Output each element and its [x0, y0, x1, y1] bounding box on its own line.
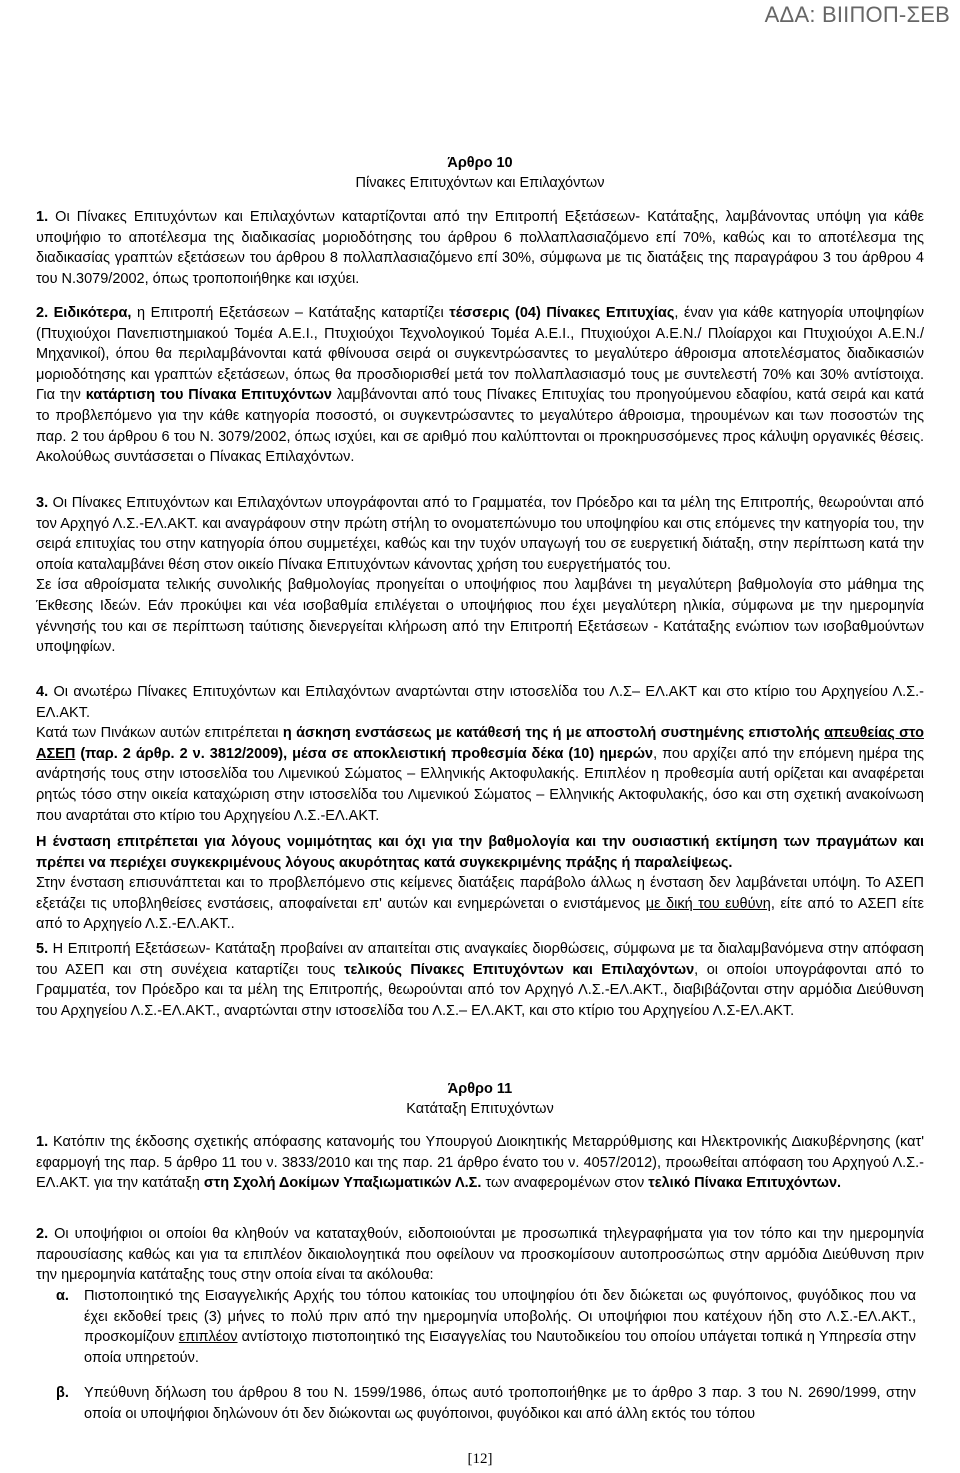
- article-11-paragraph-2: 2. Οι υποψήφιοι οι οποίοι θα κληθούν να καταταχθούν, ειδοποιούνται με προσωπικά τηλεγραφήματα για τον τόπο και την ημερομηνία παρουσίασης καθώς και για τα επιπλέον δικαιολογητικά που οφείλουν να προσκομίσουν αυτοπροσώπως στην αρμόδια Διεύθυνση πριν την ημερομηνία κατάταξης τους στην οποία είναι τα ακόλουθα:: [36, 1226, 924, 1284]
- article-10-paragraph-4-bold: Η ένσταση επιτρέπεται για λόγους νομιμότητας και όχι για την βαθμολογία και την ουσιαστική εκτίμηση των πραγμάτων και πρέπει να περιέχει συγκεκριμένους λόγους ακυρότητας κατά συγκεκριμένης πράξης ή παραλείψεως. Στην ένσταση επισυνάπτεται και το προβλεπόμενο στις κείμενες διατάξεις παράβολο άλλως η ένσταση δεν λαμβάνεται υπόψη. Το ΑΣΕΠ εξετάζει τις υποβληθείσες ενστάσεις, αποφαίνεται επ' αυτών και ενημερώνεται ο ενιστάμενος με δική του ευθύνη, είτε από το ΑΣΕΠ είτε από το Αρχηγείο Λ.Σ.-ΕΛ.ΑΚΤ..: [36, 834, 924, 933]
- list-item-alpha: α. Πιστοποιητικό της Εισαγγελικής Αρχής του τόπου κατοικίας του υποψηφίου ότι δεν διώκεται ως φυγόποινος, φυγόδικος που να έχει εκδοθεί τρεις (3) μήνες το πολύ πριν από την ημερομηνία υποβολής. Οι υποψήφιοι που κατέχουν ήδη στο Λ.Σ.-ΕΛ.ΑΚΤ., προσκομίζουν επιπλέον αντίστοιχο πιστοποιητικό της Εισαγγελίας του Ναυτοδικείου του οποίου υπάγεται τοπικά η Υπηρεσία στην οποία υπηρετούν.: [56, 1288, 916, 1366]
- ada-header: ΑΔΑ: ΒΙΙΠΟΠ-ΣΕΒ: [764, 2, 950, 27]
- article-10-paragraph-3: 3. Οι Πίνακες Επιτυχόντων και Επιλαχόντων υπογράφονται από το Γραμματέα, τον Πρόεδρο και τα μέλη της Επιτροπής, θεωρούνται από τον Αρχηγό Λ.Σ.-ΕΛ.ΑΚΤ. και αναγράφουν στην πρώτη στήλη το ονοματεπώνυμο του υποψηφίου και στις επόμενες την κατηγορία του, την σειρά επιτυχίας του στην κατηγορία όπου συμμετέχει, καθώς και την τυχόν υπαγωγή του σε ευεργετική διάταξη, στην περίπτωση κατά την οποία καταλαμβάνει θέση στον οικείο Πίνακα Επιτυχόντων κάνοντας χρήση του ευεργετήματός του. Σε ίσα αθροίσματα τελικής συνολικής βαθμολογίας προηγείται ο υποψήφιος που λαμβάνει τη μεγαλύτερη βαθμολογία στο μάθημα της Έκθεσης Ιδεών. Εάν προκύψει και νέα ισοβαθμία επιλέγεται ο υποψήφιος που έχει μεγαλύτερη ηλικία, σύμφωνα με την ημερομηνία γέννησής του και σε περίπτωση ταύτισης διενεργείται κλήρωση από την Επιτροπή Εξετάσεων - Κατάταξης ενώπιον των ισοβαθμούντων υποψηφίων.: [36, 495, 924, 656]
- article-10-paragraph-1: 1. Οι Πίνακες Επιτυχόντων και Επιλαχόντων καταρτίζονται από την Επιτροπή Εξετάσεων- Κατάταξης, λαμβάνοντας υπόψη για κάθε υποψήφιο το αποτέλεσμα της διαδικασίας μοριοδότησης του άρθρου 6 πολλαπλασιαζόμενο επί 70%, καθώς και το αποτέλεσμα της διαδικασίας γραπτών εξετάσεων του άρθρου 8 πολλαπλασιαζόμενο επί 30%, σύμφωνα με τις διατάξεις της παραγράφου 3 του άρθρου 4 του Ν.3079/2002, όπως τροποποιήθηκε και ισχύει.: [36, 209, 924, 287]
- article-10-title: [0, 153, 960, 193]
- page-number: [12]: [467, 1451, 493, 1467]
- article-11-title: [0, 1079, 960, 1119]
- article-11-subtitle: Κατάταξη Επιτυχόντων: [406, 1101, 554, 1117]
- article-10-paragraph-5: 5. Η Επιτροπή Εξετάσεων- Κατάταξη προβαίνει αν απαιτείται στις αναγκαίες διορθώσεις, σύμφωνα με τα διαλαμβανόμενα στην απόφαση του ΑΣΕΠ και στη συνέχεια καταρτίζει τους τελικούς Πίνακες Επιτυχόντων και Επιλαχόντων, οι οποίοι υπογράφονται από το Γραμματέα, τον Πρόεδρο και τα μέλη της Επιτροπής, θεωρούνται από τον Αρχηγό Λ.Σ.-ΕΛ.ΑΚΤ., διαβιβάζονται στην αρμόδια Διεύθυνση του Αρχηγείου Λ.Σ.-ΕΛ.ΑΚΤ., αναρτώνται στην ιστοσελίδα του Λ.Σ.– ΕΛ.ΑΚΤ, και στο κτίριο του Αρχηγείου Λ.Σ-ΕΛ.ΑΚΤ.: [36, 941, 924, 1019]
- article-11-paragraph-1: 1. Κατόπιν της έκδοσης σχετικής απόφασης κατανομής του Υπουργού Διοικητικής Μεταρρύθμισης και Ηλεκτρονικής Διακυβέρνησης (κατ' εφαρμογή της παρ. 5 άρθρο 11 του ν. 3833/2010 και της παρ. 21 άρθρο έvατο του ν. 4057/2012), προωθείται απόφαση του Αρχηγού Λ.Σ.-ΕΛ.ΑΚΤ. για την κατάταξη στη Σχολή Δοκίμων Υπαξιωματικών Λ.Σ. των αναφερομένων στον τελικό Πίνακα Επιτυχόντων.: [36, 1134, 924, 1192]
- article-10-heading: Άρθρο 10: [447, 155, 513, 171]
- article-11-heading: Άρθρο 11: [447, 1081, 513, 1097]
- article-10-subtitle: Πίνακες Επιτυχόντων και Επιλαχόντων: [355, 175, 605, 191]
- article-10-paragraph-4: 4. Οι ανωτέρω Πίνακες Επιτυχόντων και Επιλαχόντων αναρτώνται στην ιστοσελίδα του Λ.Σ– ΕΛ.ΑΚΤ και στο κτίριο του Αρχηγείου Λ.Σ.-ΕΛ.ΑΚΤ. Κατά των Πινάκων αυτών επιτρέπεται η άσκηση ενστάσεως με κατάθεσή της ή με αποστολή συστημένης επιστολής απευθείας στο ΑΣΕΠ (παρ. 2 άρθρ. 2 ν. 3812/2009), μέσα σε αποκλειστική προθεσμία δέκα (10) ημερών, που αρχίζει από την επόμενη ημέρα της ανάρτησής τους στην ιστοσελίδα του Λιμενικού Σώματος – Ελληνικής Ακτοφυλακής. Επιπλέον η προθεσμία αυτή ορίζεται και αναφέρεται ρητώς τόσο στην οικεία καταχώριση στην ιστοσελίδα του Λιμενικού Σώματος – Ελληνικής Ακτοφυλακής, όσο και στη σχετική ανακοίνωση που αναρτάται στο κτίριο του Αρχηγείου Λ.Σ.-ΕΛ.ΑΚΤ.: [36, 684, 924, 824]
- article-10-paragraph-2: 2. Ειδικότερα, η Επιτροπή Εξετάσεων – Κατάταξης καταρτίζει τέσσερις (04) Πίνακες Επιτυχίας, έναν για κάθε κατηγορία υποψηφίων (Πτυχιούχοι Πανεπιστημιακού Τομέα Α.Ε.Ι., Πτυχιούχοι Τεχνολογικού Τομέα Α.Ε.Ι., Πτυχιούχοι Α.Ε.Ν./ Πλοίαρχοι και Πτυχιούχοι Α.Ε.Ν./ Μηχανικοί), όπου θα περιλαμβάνονται κατά φθίνουσα σειρά οι συγκεντρώσαντες το μεγαλύτερο άθροισμα αποτελέσματος διαδικασιών μοριοδότησης και γραπτών εξετάσεων, όπως θα προσδιορισθεί μετά τον πολλαπλασιασμό τους με συντελεστή 70% και 30% αντίστοιχα. Για την κατάρτιση του Πίνακα Επιτυχόντων λαμβάνονται από τους Πίνακες Επιτυχίας του προηγούμενου εδαφίου, κατά σειρά και κατά το προβλεπόμενο για την κάθε κατηγορία ποσοστό, οι συγκεντρώσαντες το μεγαλύτερο άθροισμα, τηρουμένων και των ποσοστών της παρ. 2 του άρθρου 6 του Ν. 3079/2002, όπως ισχύει, και σε αριθμό που καλύπτονται οι προκηρυσσόμενες προς κάλυψη οργανικές θέσεις. Ακολούθως συντάσσεται ο Πίνακας Επιλαχόντων.: [36, 305, 925, 466]
- list-item-beta: β. Υπεύθυνη δήλωση του άρθρου 8 του Ν. 1599/1986, όπως αυτό τροποποιήθηκε με το άρθρο 3 παρ. 3 του Ν. 2690/1999, στην οποία οι υποψήφιοι δηλώνουν ότι δεν διώκονται ως φυγόποινοι, φυγόδικοι και από άλλη εκτός του τόπου: [56, 1385, 916, 1422]
